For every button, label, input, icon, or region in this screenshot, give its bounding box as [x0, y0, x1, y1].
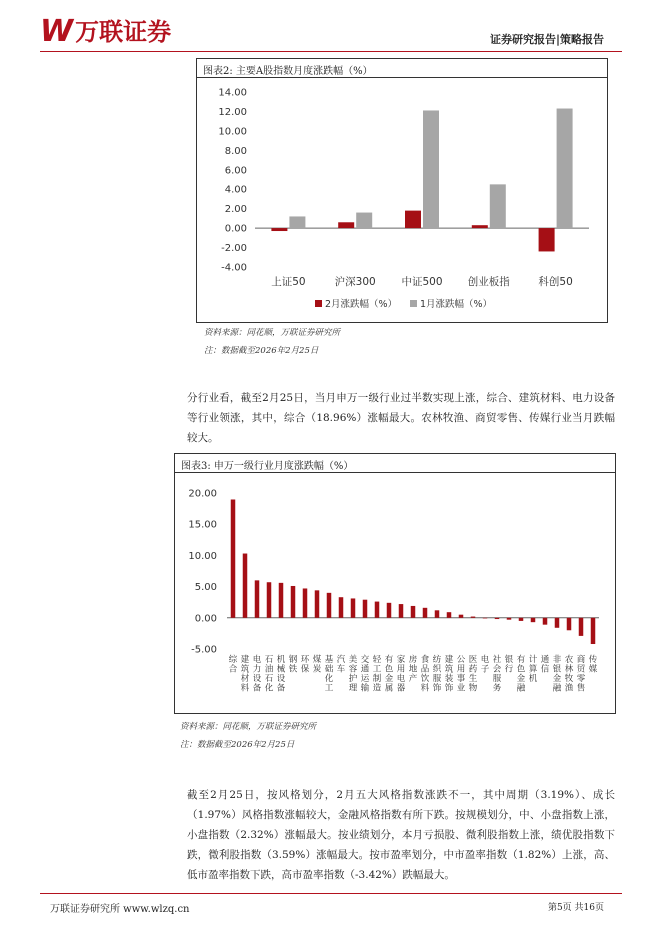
bar: [507, 618, 512, 620]
y-tick-label: 10.00: [218, 126, 247, 138]
bar: [435, 610, 440, 617]
figure3-chart: [175, 473, 615, 713]
x-tick-label: 非银金融: [552, 655, 562, 694]
x-tick-label: 有色金属: [384, 655, 394, 694]
x-tick-label: 有色金融: [516, 655, 526, 694]
x-tick-label: 银行: [504, 655, 514, 675]
bar: [315, 590, 320, 617]
bar: [279, 583, 284, 618]
bar: [555, 618, 560, 628]
bar: [447, 612, 452, 618]
figure2-chart: [197, 78, 607, 322]
bar: [291, 586, 296, 618]
bar: [531, 618, 536, 622]
y-tick-label: 5.00: [194, 582, 217, 594]
bar: [519, 618, 524, 621]
figure3-chart-box: [174, 472, 616, 714]
x-tick-label: 通信: [540, 655, 550, 675]
figure2-title: 图表2: 主要A股指数月度涨跌幅（%）: [203, 66, 373, 77]
legend-label: 2月涨跌幅（%）: [325, 299, 398, 310]
bar: [363, 600, 368, 618]
x-tick-label: 基础化工: [324, 655, 334, 694]
x-tick-label: 石油石化: [264, 655, 274, 694]
y-tick-label: 4.00: [224, 184, 247, 196]
y-tick-label: 2.00: [224, 204, 247, 216]
bar: [567, 618, 572, 630]
x-tick-label: 煤炭: [312, 655, 322, 675]
bar: [267, 582, 272, 618]
bar: [472, 225, 488, 228]
bar: [490, 184, 506, 228]
x-tick-label: 环保: [300, 655, 310, 675]
y-tick-label: 0.00: [224, 223, 247, 235]
x-tick-label: 机械设备: [276, 655, 286, 694]
bar: [483, 618, 488, 619]
bar: [399, 604, 404, 618]
page-number: 第5页 共16页: [547, 903, 604, 913]
x-tick-label: 传媒: [588, 655, 598, 675]
y-tick-label: -2.00: [221, 243, 247, 255]
legend-swatch: [315, 300, 322, 307]
legend-swatch: [410, 300, 417, 307]
x-tick-label: 钢铁: [288, 655, 298, 675]
x-tick-label: 科创50: [538, 276, 573, 288]
bar: [495, 618, 500, 619]
bar: [243, 554, 248, 618]
y-tick-label: 0.00: [194, 613, 217, 625]
bar: [231, 499, 236, 617]
bar: [579, 618, 584, 636]
bar: [539, 228, 555, 251]
x-tick-label: 医药生物: [468, 655, 478, 694]
figure3-title: 图表3: 申万一级行业月度涨跌幅（%）: [181, 461, 354, 472]
y-tick-label: 12.00: [218, 106, 247, 118]
x-tick-label: 创业板指: [467, 276, 510, 288]
x-tick-label: 计算机: [528, 655, 538, 684]
logo-text: 万联证券: [75, 18, 172, 46]
y-tick-label: -4.00: [221, 262, 247, 274]
bar: [303, 588, 308, 617]
bar: [459, 615, 464, 618]
x-tick-label: 上证50: [271, 276, 306, 288]
bar: [557, 109, 573, 229]
y-tick-label: 6.00: [224, 165, 247, 177]
logo: [40, 14, 172, 49]
x-tick-label: 交通运输: [360, 655, 370, 694]
bar: [289, 216, 305, 228]
bar: [423, 608, 428, 618]
bar: [339, 597, 344, 618]
bar: [338, 222, 354, 228]
bar: [351, 598, 356, 617]
bar: [255, 580, 260, 617]
x-tick-label: 社会服务: [492, 655, 502, 694]
y-tick-label: -5.00: [191, 644, 217, 656]
figure2-title-box: [196, 58, 608, 78]
bar: [471, 617, 476, 618]
x-tick-label: 食品饮料: [420, 655, 430, 694]
x-tick-label: 美容护理: [348, 655, 358, 694]
figure3-note: 注：数据截至2026年2月25日: [180, 740, 295, 750]
bar: [423, 110, 439, 228]
x-tick-label: 轻工制造: [372, 655, 382, 694]
footer-website: 万联证券研究所 www.wlzq.cn: [50, 904, 190, 915]
header-divider: [40, 51, 622, 52]
x-tick-label: 建筑装饰: [444, 655, 454, 694]
bar: [543, 618, 548, 625]
bar: [387, 603, 392, 618]
x-tick-label: 中证500: [401, 276, 443, 288]
bar: [271, 228, 287, 231]
footer-divider: [40, 893, 622, 894]
x-tick-label: 汽车: [336, 655, 346, 675]
legend-label: 1月涨跌幅（%）: [420, 299, 493, 310]
figure3-source: 资料来源：同花顺，万联证券研究所: [180, 722, 317, 732]
bar: [591, 618, 596, 644]
bar: [411, 606, 416, 618]
figure2-source: 资料来源：同花顺，万联证券研究所: [204, 328, 341, 338]
x-tick-label: 公用事业: [456, 655, 466, 694]
y-tick-label: 8.00: [224, 145, 247, 157]
paragraph-style: 截至2月25日，按风格划分，2月五大风格指数涨跌不一，其中周期（3.19%）、成长（1.97%）风格指数涨幅较大，金融风格指数有所下跌。按规模划分，中、小盘指数上涨，小盘指数（2.32%）涨幅最大。按业绩划分，本月亏损股、微利股指数上涨，绩优股指数下跌，微利股指数（3.59%）涨幅最大。按市盈率划分，中市盈率指数（1.82%）上涨，高、低市盈率指数下跌，高市盈率指数（-3.42%）跌幅最大。: [187, 789, 615, 881]
x-tick-label: 商贸零售: [576, 655, 586, 694]
x-tick-label: 农林牧渔: [564, 655, 574, 694]
bar: [405, 211, 421, 229]
x-tick-label: 纺织服饰: [432, 655, 442, 694]
x-tick-label: 建筑材料: [240, 655, 250, 694]
figure2-chart-box: [196, 77, 608, 323]
bar: [375, 602, 380, 618]
x-tick-label: 房地产: [408, 655, 418, 684]
report-type: 证券研究报告|策略报告: [489, 33, 604, 46]
y-tick-label: 20.00: [188, 488, 217, 500]
x-tick-label: 沪深300: [334, 276, 376, 288]
y-tick-label: 10.00: [188, 550, 217, 562]
x-tick-label: 综合: [228, 655, 238, 675]
x-tick-label: 电子: [480, 655, 490, 675]
logo-mark: W: [40, 14, 72, 49]
figure3-title-box: [174, 453, 616, 473]
y-tick-label: 14.00: [218, 87, 247, 99]
x-tick-label: 家用电器: [396, 655, 406, 694]
x-tick-label: 电力设备: [252, 655, 262, 694]
figure2-note: 注：数据截至2026年2月25日: [204, 346, 319, 356]
bar: [327, 593, 332, 618]
paragraph-industry: 分行业看，截至2月25日，当月申万一级行业过半数实现上涨，综合、建筑材料、电力设备等行业领涨，其中，综合（18.96%）涨幅最大。农林牧渔、商贸零售、传媒行业当月跌幅较大。: [187, 392, 615, 444]
y-tick-label: 15.00: [188, 519, 217, 531]
bar: [356, 213, 372, 229]
